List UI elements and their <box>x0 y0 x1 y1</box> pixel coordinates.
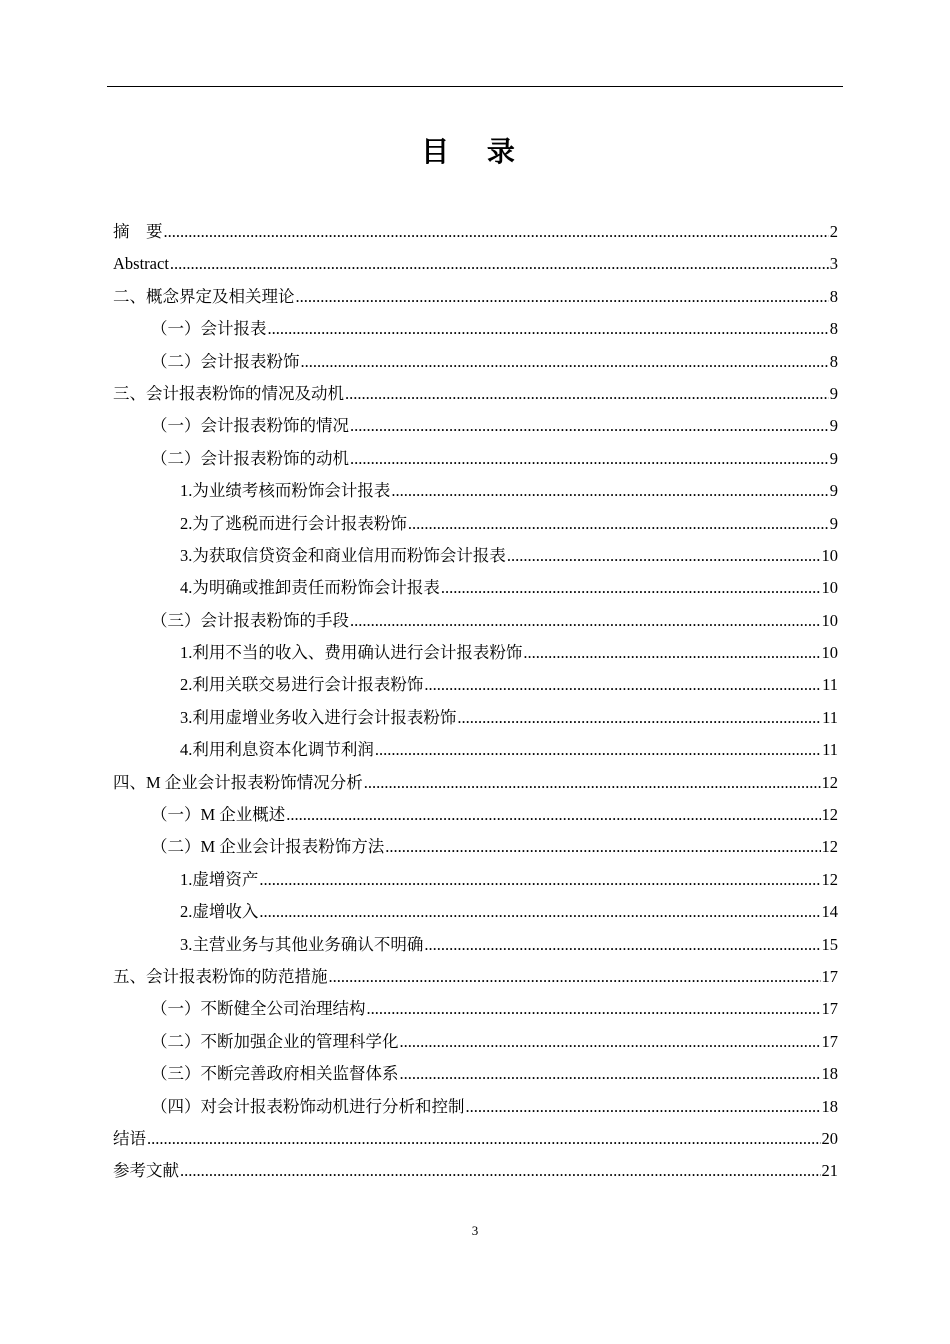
toc-dot-leader <box>523 637 820 669</box>
toc-entry-label: 二、概念界定及相关理论 <box>113 286 295 306</box>
toc-dot-leader <box>507 540 821 572</box>
toc-entry-page: 10 <box>821 610 838 630</box>
toc-dot-leader <box>164 216 829 248</box>
toc-dot-leader <box>424 929 820 961</box>
toc-entry[interactable] <box>113 767 838 799</box>
toc-entry-label: （二）M 企业会计报表粉饰方法 <box>151 837 385 857</box>
toc-dot-leader <box>364 767 821 799</box>
toc-entry-page: 18 <box>821 1064 838 1084</box>
toc-entry-label: （二）会计报表粉饰的动机 <box>151 448 349 468</box>
toc-dot-leader <box>296 281 829 313</box>
toc-entry-label: 五、会计报表粉饰的防范措施 <box>113 966 328 986</box>
toc-entry-page: 11 <box>822 675 838 695</box>
toc-entry-page: 9 <box>829 513 838 533</box>
toc-entry-page: 3 <box>829 254 838 274</box>
toc-entry-label: （四）对会计报表粉饰动机进行分析和控制 <box>151 1096 465 1116</box>
toc-entry[interactable] <box>113 475 838 507</box>
toc-entry[interactable] <box>113 248 838 280</box>
toc-entry[interactable] <box>113 799 838 831</box>
toc-dot-leader <box>408 508 829 540</box>
toc-dot-leader <box>301 346 829 378</box>
toc-entry-label: 结语 <box>113 1128 146 1148</box>
toc-entry-label: 1.为业绩考核而粉饰会计报表 <box>180 481 391 501</box>
toc-dot-leader <box>391 475 828 507</box>
toc-dot-leader <box>375 734 821 766</box>
toc-entry-page: 10 <box>821 545 838 565</box>
toc-entry[interactable] <box>113 637 838 669</box>
toc-entry[interactable] <box>113 572 838 604</box>
toc-entry-label: 3.主营业务与其他业务确认不明确 <box>180 934 424 954</box>
toc-dot-leader <box>345 378 829 410</box>
toc-entry[interactable] <box>113 443 838 475</box>
toc-entry-page: 17 <box>821 966 838 986</box>
toc-entry-label: （一）会计报表粉饰的情况 <box>151 416 349 436</box>
toc-entry-label: （一）M 企业概述 <box>151 805 286 825</box>
toc-entry-page: 11 <box>822 707 838 727</box>
toc-entry[interactable] <box>113 1155 838 1187</box>
toc-title: 目 录 <box>421 135 529 168</box>
toc-entry-page: 15 <box>821 934 838 954</box>
toc-entry-label: 4.为明确或推卸责任而粉饰会计报表 <box>180 578 440 598</box>
toc-dot-leader <box>286 799 820 831</box>
toc-entry[interactable] <box>113 896 838 928</box>
toc-entry-label: 三、会计报表粉饰的情况及动机 <box>113 383 344 403</box>
toc-entry-label: （一）会计报表 <box>151 319 267 339</box>
toc-entry-page: 12 <box>821 837 838 857</box>
toc-entry-label: Abstract <box>113 254 169 274</box>
toc-dot-leader <box>424 669 821 701</box>
toc-entry-label: 2.为了逃税而进行会计报表粉饰 <box>180 513 407 533</box>
toc-entry[interactable] <box>113 346 838 378</box>
toc-entry[interactable] <box>113 961 838 993</box>
header-rule <box>107 86 843 87</box>
toc-entry-page: 20 <box>821 1128 838 1148</box>
toc-entry[interactable] <box>113 216 838 248</box>
footer-page-number: 3 <box>471 1223 479 1238</box>
toc-entry-label: 四、M 企业会计报表粉饰情况分析 <box>113 772 363 792</box>
toc-entry-label: 3.利用虚增业务收入进行会计报表粉饰 <box>180 707 457 727</box>
toc-entry-page: 12 <box>821 772 838 792</box>
toc-dot-leader <box>441 572 821 604</box>
toc-entry-page: 9 <box>829 481 838 501</box>
toc-entry[interactable] <box>113 831 838 863</box>
toc-entry-label: 2.虚增收入 <box>180 902 259 922</box>
toc-entry-page: 12 <box>821 869 838 889</box>
toc-entry[interactable] <box>113 605 838 637</box>
toc-dot-leader <box>170 248 829 280</box>
toc-entry-page: 14 <box>821 902 838 922</box>
toc-entry[interactable] <box>113 734 838 766</box>
toc-entry-page: 2 <box>829 222 838 241</box>
toc-dot-leader <box>400 1026 821 1058</box>
toc-dot-leader <box>147 1123 821 1155</box>
toc-entry-page: 18 <box>821 1096 838 1116</box>
toc-entry-page: 10 <box>821 578 838 598</box>
toc-entry-page: 17 <box>821 999 838 1019</box>
toc-dot-leader <box>259 864 820 896</box>
toc-entry[interactable] <box>113 540 838 572</box>
toc-dot-leader <box>466 1091 821 1123</box>
toc-entry-page: 12 <box>821 805 838 825</box>
toc-dot-leader <box>385 831 820 863</box>
toc-entry-page: 9 <box>829 448 838 468</box>
toc-entry-label: 1.虚增资产 <box>180 869 259 889</box>
toc-dot-leader <box>180 1155 821 1187</box>
toc-entry-page: 9 <box>829 416 838 436</box>
toc-dot-leader <box>350 443 829 475</box>
toc-entry[interactable] <box>113 378 838 410</box>
toc-entry[interactable] <box>113 313 838 345</box>
toc-entry-label: （一）不断健全公司治理结构 <box>151 999 366 1019</box>
toc-entry[interactable] <box>113 669 838 701</box>
toc-entry[interactable] <box>113 929 838 961</box>
toc-dot-leader <box>367 993 821 1025</box>
toc-dot-leader <box>268 313 829 345</box>
toc-entry-label: 3.为获取信贷资金和商业信用而粉饰会计报表 <box>180 545 506 565</box>
toc-dot-leader <box>457 702 821 734</box>
toc-entry-page: 8 <box>829 286 838 306</box>
toc-entry-page: 10 <box>821 643 838 663</box>
toc-entry-label: （二）会计报表粉饰 <box>151 351 300 371</box>
toc-entry-page: 8 <box>829 319 838 339</box>
toc-dot-leader <box>329 961 821 993</box>
toc-entry[interactable] <box>113 1026 838 1058</box>
toc-entry-page: 8 <box>829 351 838 371</box>
toc-entry[interactable] <box>113 864 838 896</box>
toc-entry[interactable] <box>113 410 838 442</box>
toc-list <box>113 216 838 1188</box>
toc-entry-label: 2.利用关联交易进行会计报表粉饰 <box>180 675 424 695</box>
toc-entry[interactable] <box>113 1058 838 1090</box>
toc-entry-page: 21 <box>821 1161 838 1181</box>
toc-entry-label: （三）会计报表粉饰的手段 <box>151 610 349 630</box>
toc-entry-label: （二）不断加强企业的管理科学化 <box>151 1031 399 1051</box>
toc-entry-page: 17 <box>821 1031 838 1051</box>
toc-entry[interactable] <box>113 993 838 1025</box>
toc-entry[interactable] <box>113 508 838 540</box>
toc-dot-leader <box>400 1058 821 1090</box>
toc-entry-page: 11 <box>822 740 838 760</box>
toc-entry-label: 参考文献 <box>113 1161 179 1181</box>
toc-entry-page: 9 <box>829 383 838 403</box>
toc-entry[interactable] <box>113 281 838 313</box>
toc-entry[interactable] <box>113 702 838 734</box>
toc-entry-label: （三）不断完善政府相关监督体系 <box>151 1064 399 1084</box>
toc-dot-leader <box>259 896 820 928</box>
toc-dot-leader <box>350 605 821 637</box>
toc-entry-label: 1.利用不当的收入、费用确认进行会计报表粉饰 <box>180 643 523 663</box>
toc-dot-leader <box>350 410 829 442</box>
toc-entry-label: 4.利用利息资本化调节利润 <box>180 740 374 760</box>
toc-entry[interactable] <box>113 1123 838 1155</box>
toc-entry-label: 摘 要 <box>113 222 163 241</box>
toc-entry[interactable] <box>113 1091 838 1123</box>
